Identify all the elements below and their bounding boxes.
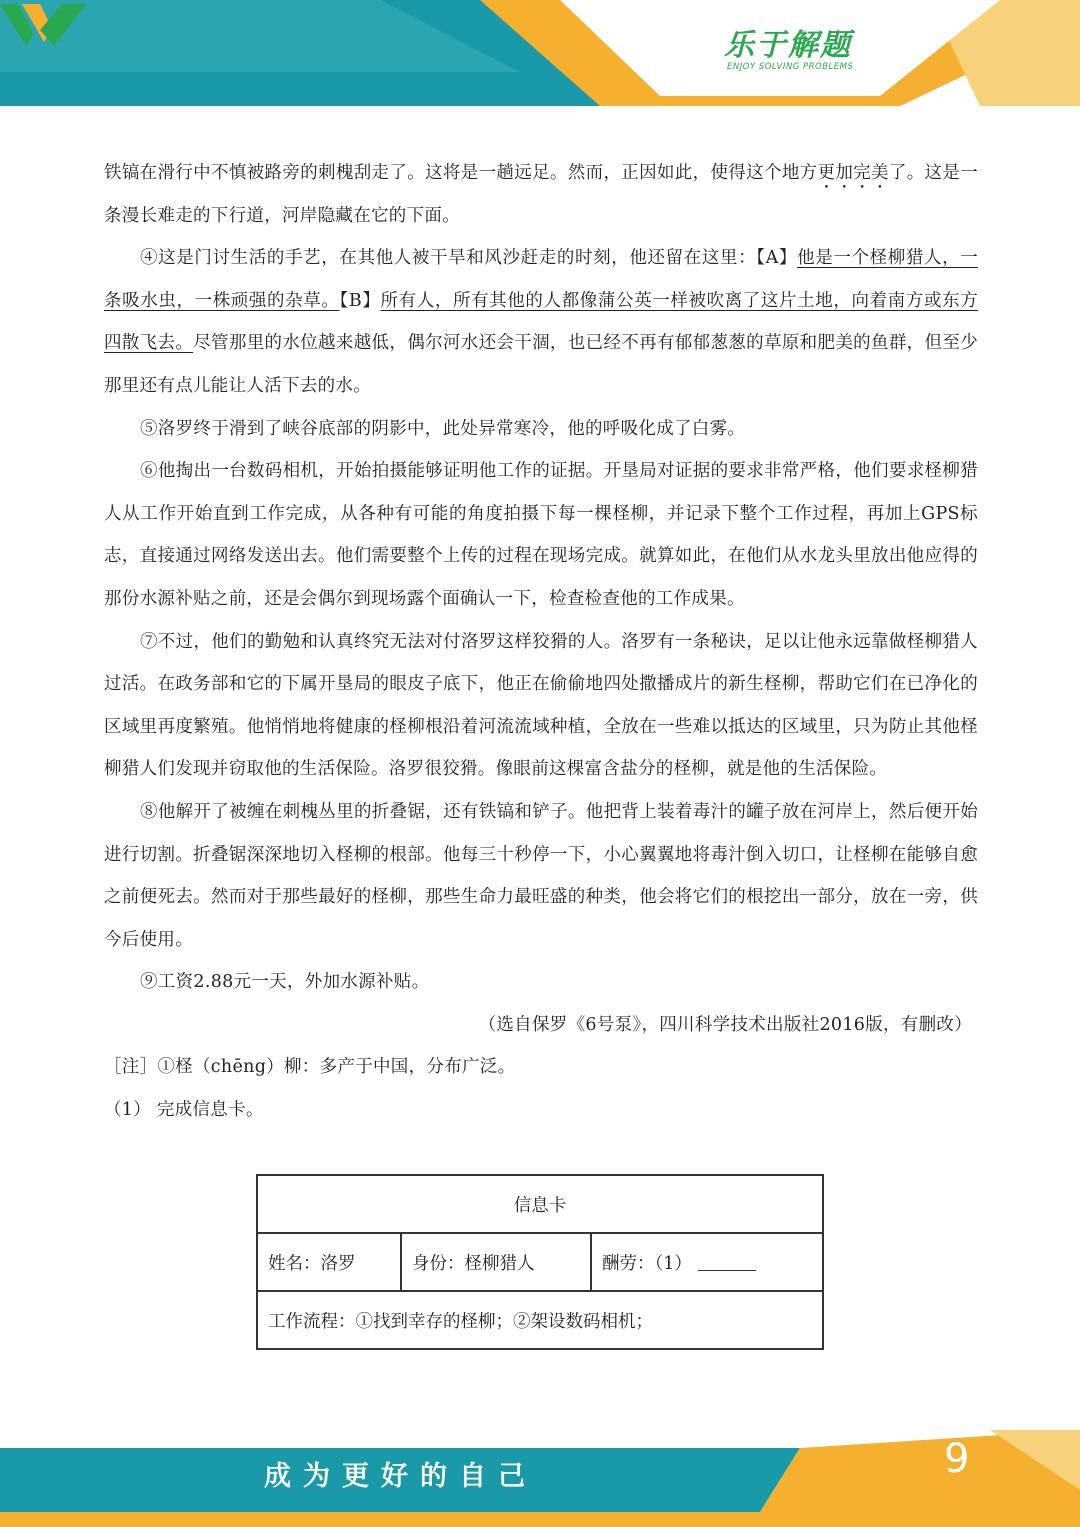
question-1: （1） 完成信息卡。 (104, 1100, 264, 1121)
paragraph-4 (104, 237, 978, 407)
info-card-title: 信息卡 (257, 1175, 823, 1233)
paragraph-6: ⑥他掏出一台数码相机，开始拍摄能够证明他工作的证据。开垦局对证据的要求非常严格，他们要求柽柳猎人从工作开始直到工作完成，从各种有可能的角度拍摄下每一棵柽柳，并记录下整个工作过程，再加上GPS标志，直接通过网络发送出去。他们需要整个上传的过程在现场完成。就算如此，在他们从水龙头里放出他应得的那份水源补贴之前，还是会偶尔到现场露个面确认一下，检查检查他的工作成果。 (104, 461, 978, 609)
paragraph-7: ⑦不过，他们的勤勉和认真终究无法对付洛罗这样狡猾的人。洛罗有一条秘诀，足以让他永远靠做柽柳猎人过活。在政务部和它的下属开垦局的眼皮子底下，他正在偷偷地四处撒播成片的新生柽柳，帮助它们在已净化的区域里再度繁殖。他悄悄地将健康的柽柳根沿着河流流域种植，全放在一些难以抵达的区域里，只为防止其他柽柳猎人们发现并窃取他的生活保险。洛罗很狡猾。像眼前这棵富含盐分的柽柳，就是他的生活保险。 (104, 631, 978, 780)
source-citation: （选自保罗《6号泵》，四川科学技术出版社2016版，有删改） (478, 1014, 972, 1035)
brand-tagline: ENJOY SOLVING PROBLEMS (727, 62, 854, 72)
brand-logo-icon (0, 0, 86, 48)
info-card-pay (591, 1233, 823, 1291)
paragraph-text: 尽管那里的水位越来越低，偶尔河水还会干涸，也已经不再有郁郁葱葱的草原和肥美的鱼群，但至少那里还有点儿能让人活下去的水。 (104, 333, 978, 396)
info-card-table (256, 1174, 824, 1350)
paragraph-9: ⑨工资2.88元一天，外加水源补贴。 (140, 972, 430, 993)
underlined-sentence-a: 他是一个柽柳猎人，一条吸水虫，一株顽强的杂草。 (104, 248, 978, 311)
paragraph-continued (104, 152, 978, 237)
paragraph-text: 铁镐在滑行中不慎被路旁的刺槐刮走了。这将是一趟远足。然而，正因如此，使得这个地方 (104, 163, 818, 183)
paragraph-8: ⑧他解开了被缠在刺槐丛里的折叠锯，还有铁镐和铲子。他把背上装着毒汁的罐子放在河岸上，然后便开始进行切割。折叠锯深深地切入柽柳的根部。他每三十秒停一下，小心翼翼地将毒汁倒入切口，让柽柳在能够自愈之前便死去。然而对于那些最好的柽柳，那些生命力最旺盛的种类，他会将它们的根挖出一部分，放在一旁，供今后使用。 (104, 801, 978, 950)
answer-blank[interactable] (698, 1270, 756, 1271)
page-footer (0, 1430, 1080, 1527)
brand-name: 乐于解题 (724, 28, 852, 63)
underlined-sentence-b: 所有人，所有其他的人都像蒲公英一样被吹离了这片土地，向着南方或东方四散飞去。 (104, 290, 978, 354)
footer-slogan: 成为更好的自己 (264, 1461, 537, 1492)
info-card-name: 姓名：洛罗 (257, 1233, 401, 1291)
info-card-identity: 身份：柽柳猎人 (401, 1233, 591, 1291)
paragraph-5: ⑤洛罗终于滑到了峡谷底部的阴影中，此处异常寒冷，他的呼吸化成了白雾。 (140, 418, 746, 439)
marker-b: 【B】 (339, 290, 381, 311)
page-number: 9 (944, 1436, 970, 1482)
page-header (0, 0, 1080, 110)
article-body (104, 152, 978, 1132)
paragraph-text: ④这是门讨生活的手艺，在其他人被干旱和风沙赶走的时刻，他还留在这里：【A】 (140, 248, 798, 269)
footer-band-graphic (0, 1430, 1080, 1527)
pay-label: 酬劳：（1） (602, 1253, 692, 1274)
info-card-process: 工作流程：①找到幸存的柽柳；②架设数码相机； (257, 1291, 823, 1349)
emphasized-phrase: 更加完美 (817, 163, 889, 183)
annotation-note: ［注］①柽（chēng）柳：多产于中国，分布广泛。 (104, 1057, 516, 1078)
header-band-graphic (0, 0, 1080, 110)
paragraph-text: 了。这是一条漫长难走的下行道，河岸隐藏在它的下面。 (104, 163, 979, 226)
